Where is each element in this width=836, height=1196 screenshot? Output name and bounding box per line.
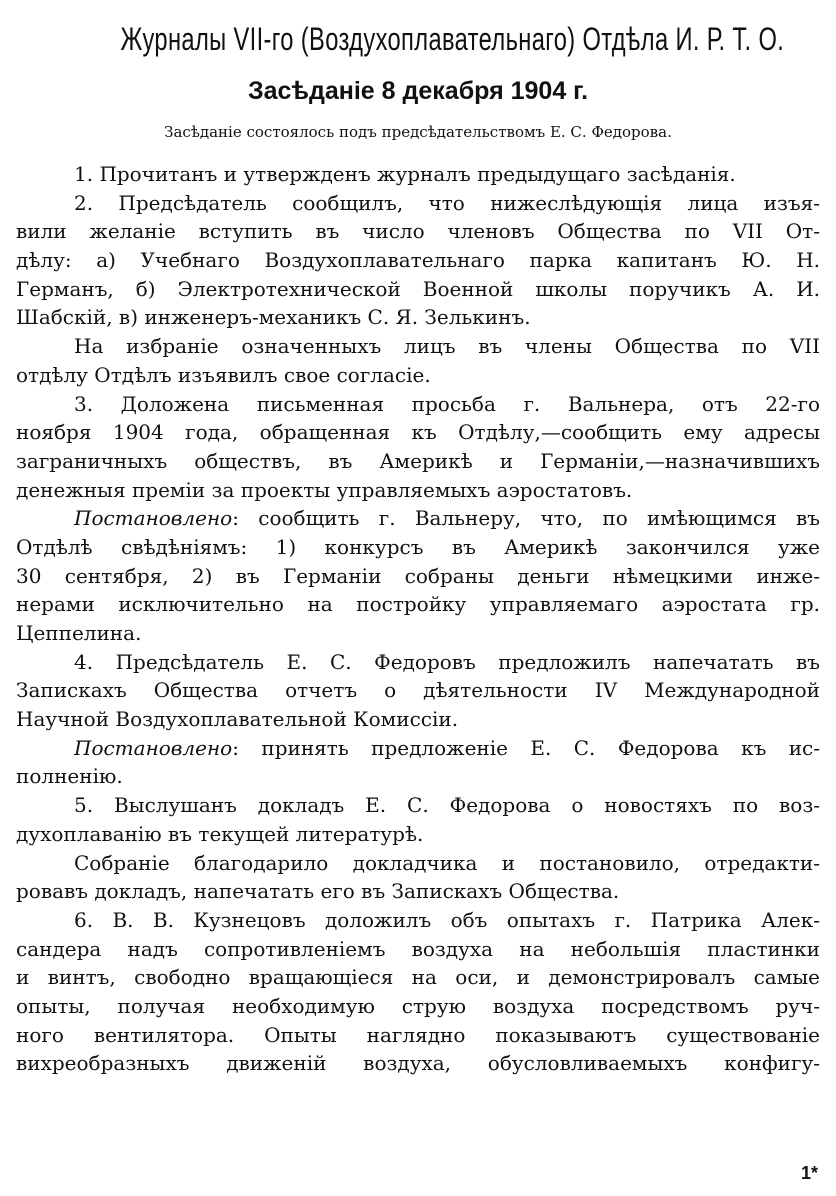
item-4-resolution-line: полненію. [16,764,123,789]
item-3-resolution-line: Отдѣлѣ свѣдѣніямъ: 1) конкурсъ въ Америкѣ закончился уже [16,534,820,559]
item-3-resolution-line: Цеппелина. [16,621,142,645]
item-2-line: Германъ, б) Электротехнической Военной школы поручикъ А. И. [16,276,820,301]
item-4-line: Запискахъ Общества отчетъ о дѣятельности IV Международной [16,678,820,703]
resolution-label: Постановлено [74,506,233,531]
signature-mark: 1* [800,1163,818,1183]
chair-note: Засѣданіе состоялось подъ предсѣдательствомъ Е. С. Федорова. [164,123,672,141]
item-3-line: ноября 1904 года, обращенная къ Отдѣлу,—сообщить ему адресы [16,420,820,445]
item-3-line: 3. Доложена письменная просьба г. Вальнера, отъ 22-го [74,391,820,416]
item-5-line: 5. Выслушанъ докладъ Е. С. Федорова о новостяхъ по воз- [74,793,820,818]
item-2-line: 2. Предсѣдатель сообщилъ, что нижеслѣдующія лица изъя- [74,190,820,215]
item-6-line: сандера надъ сопротивленіемъ воздуха на небольшія пластинки [16,936,820,961]
journal-body [16,160,820,1078]
resolution-text: : сообщить г. Вальнеру, что, по имѣющимся въ [232,506,820,531]
item-3-resolution-line: нерами исключительно на постройку управляемаго аэростата гр. [16,592,820,617]
session-title: Засѣданіе 8 декабря 1904 г. [247,77,589,105]
item-3-resolution-line [16,504,820,533]
item-2-resolution-line: отдѣлу Отдѣлъ изъявилъ свое согласіе. [16,362,431,387]
item-2-line: вили желаніе вступить въ число членовъ Общества по VII От- [16,219,820,244]
item-5-line: духоплаванію въ текущей литературѣ. [16,821,424,846]
item-4-resolution-line [16,734,820,763]
resolution-text: : принять предложеніе Е. С. Федорова къ ис- [232,735,820,760]
item-6-line: опыты, получая необходимую струю воздуха посредствомъ руч- [16,993,820,1018]
item-5-resolution-line: ровавъ докладъ, напечатать его въ Запискахъ Общества. [16,879,620,904]
item-1-line: 1. Прочитанъ и утвержденъ журналъ предыдущаго засѣданія. [74,162,736,186]
item-2-resolution-line: На избраніе означенныхъ лицъ въ члены Общества по VII [74,334,820,359]
item-3-resolution-line: 30 сентября, 2) въ Германіи собраны деньги нѣмецкими инже- [16,563,820,588]
item-2-line: Шабскій, в) инженеръ-механикъ С. Я. Зелькинъ. [16,305,531,330]
item-5-resolution-line: Собраніе благодарило докладчика и постановило, отредакти- [74,850,820,875]
item-6-line: вихреобразныхъ движеній воздуха, обусловливаемыхъ конфигу- [16,1051,820,1076]
item-4-line: 4. Предсѣдатель Е. С. Федоровъ предложилъ напечатать въ [74,649,820,674]
item-6-line: ного вентилятора. Опыты наглядно показываютъ существованіе [16,1022,820,1047]
item-6-line: и винтъ, свободно вращающіеся на оси, и демонстрировалъ самые [16,965,820,990]
item-2-line: дѣлу: а) Учебнаго Воздухоплавательнаго парка капитанъ Ю. Н. [16,248,820,273]
item-3-line: денежныя преміи за проекты управляемыхъ аэростатовъ. [16,477,633,502]
journal-title: Журналы VII-го (Воздухоплавательнаго) Отдѣла И. Р. Т. О. [120,21,785,57]
item-3-line: заграничныхъ обществъ, въ Америкѣ и Германіи,—назначившихъ [16,448,820,473]
item-6-line: 6. В. В. Кузнецовъ доложилъ объ опытахъ г. Патрика Алек- [74,907,820,932]
item-4-line: Научной Воздухоплавательной Комиссіи. [16,707,459,732]
resolution-label: Постановлено [74,735,233,760]
